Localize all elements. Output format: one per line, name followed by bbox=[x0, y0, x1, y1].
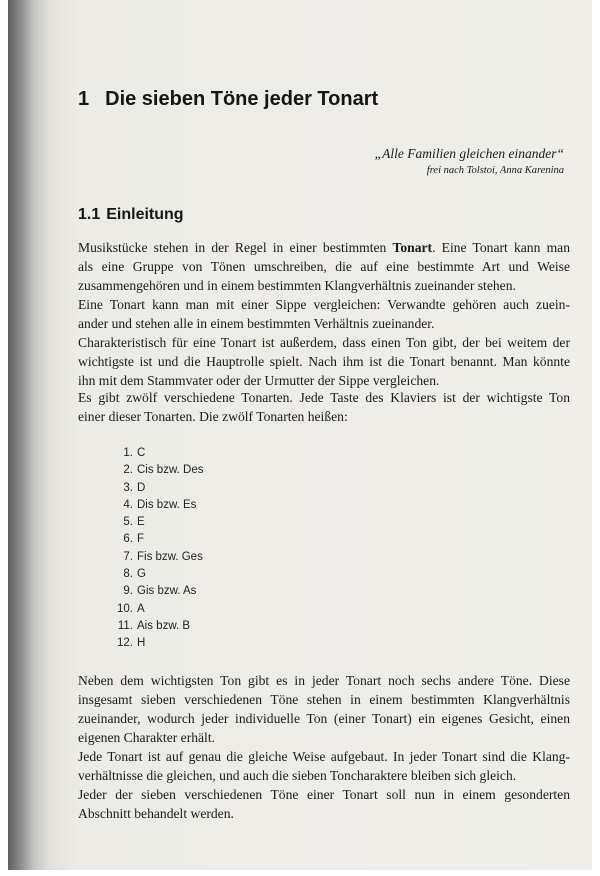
paragraph-seven-tones bbox=[78, 671, 570, 823]
epigraph-quote: „Alle Familien gleichen einander“ bbox=[374, 146, 564, 161]
section-title: Einleitung bbox=[106, 206, 184, 223]
list-label: E bbox=[137, 516, 145, 529]
epigraph-source: frei nach Tolstoi, Anna Karenina bbox=[426, 165, 564, 176]
paragraph-twelve-keys bbox=[78, 388, 570, 426]
chapter-title: Die sieben Töne jeder Tonart bbox=[105, 88, 379, 110]
list-label: F bbox=[137, 533, 145, 546]
text-run: Musikstücke stehen in der Regel in einer bestimmten bbox=[78, 240, 393, 255]
list-number: 12. bbox=[117, 637, 133, 650]
list-item bbox=[112, 497, 203, 514]
text-line: Charakteristisch für eine Tonart ist außerdem, dass einen Ton gibt, der bei weitem der bbox=[78, 335, 570, 350]
list-item bbox=[112, 462, 203, 479]
text-line: insgesamt sieben verschiedenen Töne stehen in einem bestimmten Klangverhältnis bbox=[78, 692, 570, 707]
list-item bbox=[112, 635, 203, 652]
text-line: Jeder der sieben verschiedenen Töne einer Tonart soll nun in einem gesonderten bbox=[78, 787, 570, 802]
tonart-list bbox=[112, 445, 203, 653]
text-line: zusammengehören und in einem bestimmten Klangverhältnis zueinander stehen. bbox=[78, 278, 516, 293]
list-item bbox=[112, 618, 203, 635]
list-label: A bbox=[137, 602, 145, 615]
list-label: Dis bzw. Es bbox=[137, 498, 197, 511]
list-item bbox=[112, 531, 203, 548]
text-line: verhältnisse die gleichen, und auch die sieben Toncharaktere bleiben sich gleich. bbox=[78, 768, 517, 783]
list-label: D bbox=[137, 481, 146, 494]
list-item bbox=[112, 566, 203, 583]
list-number: 10. bbox=[117, 602, 133, 615]
text-line: als eine Gruppe von Tönen umschreiben, die auf eine bestimmte Art und Weise bbox=[78, 259, 570, 274]
chapter-number: 1 bbox=[78, 88, 90, 110]
text-run: . Eine Tonart kann man bbox=[432, 240, 570, 255]
list-label: H bbox=[137, 637, 146, 650]
text-line: ihn mit dem Stammvater oder der Urmutter der Sippe vergleichen. bbox=[78, 373, 440, 388]
list-number: 11. bbox=[117, 619, 133, 632]
text-line: eigenen Charakter erhält. bbox=[78, 730, 215, 745]
book-page bbox=[8, 0, 592, 870]
section-number: 1.1 bbox=[78, 206, 101, 223]
list-item bbox=[112, 601, 203, 618]
list-number: 5. bbox=[123, 516, 133, 529]
list-number: 9. bbox=[123, 585, 133, 598]
list-number: 4. bbox=[123, 498, 133, 511]
text-line: Neben dem wichtigsten Ton gibt es in jeder Tonart noch sechs andere Töne. Diese bbox=[78, 673, 570, 688]
list-label: Ais bzw. B bbox=[137, 619, 191, 632]
list-label: Gis bzw. As bbox=[137, 585, 197, 598]
chapter-heading bbox=[78, 88, 378, 111]
list-number: 2. bbox=[123, 464, 133, 477]
text-line: ander und stehen alle in einem bestimmten Verhältnis zueinander. bbox=[78, 316, 435, 331]
text-line: wichtigste ist und die Hauptrolle spielt. Nach ihm ist die Tonart benannt. Man könnte bbox=[78, 354, 570, 369]
list-label: Fis bzw. Ges bbox=[137, 550, 203, 563]
section-heading bbox=[78, 206, 184, 224]
list-item bbox=[112, 514, 203, 531]
text-line: zueinander, wodurch jeder individuelle Ton (einer Tonart) ein eigenes Gesicht, einen bbox=[78, 711, 570, 726]
list-item bbox=[112, 549, 203, 566]
text-line: Eine Tonart kann man mit einer Sippe vergleichen: Verwandte gehören auch zuein- bbox=[78, 297, 570, 312]
text-line: einer dieser Tonarten. Die zwölf Tonarten heißen: bbox=[78, 409, 348, 424]
list-item bbox=[112, 445, 203, 462]
term-tonart: Tonart bbox=[392, 240, 433, 255]
list-number: 1. bbox=[123, 447, 133, 459]
list-item bbox=[112, 583, 203, 600]
list-number: 3. bbox=[123, 481, 133, 494]
paragraph-introduction bbox=[78, 238, 570, 390]
text-line bbox=[78, 238, 570, 257]
list-number: 6. bbox=[123, 533, 133, 546]
list-label: Cis bzw. Des bbox=[137, 464, 204, 477]
list-label: G bbox=[137, 568, 146, 581]
text-line: Jede Tonart ist auf genau die gleiche Weise aufgebaut. In jeder Tonart sind die Klang- bbox=[78, 749, 570, 764]
text-line: Es gibt zwölf verschiedene Tonarten. Jede Taste des Klaviers ist der wichtigste Ton bbox=[78, 390, 570, 405]
list-number: 8. bbox=[123, 568, 133, 581]
epigraph bbox=[375, 145, 564, 179]
list-item bbox=[112, 480, 203, 497]
list-number: 7. bbox=[123, 550, 133, 563]
text-line: Abschnitt behandelt werden. bbox=[78, 806, 234, 821]
list-label: C bbox=[137, 447, 146, 459]
